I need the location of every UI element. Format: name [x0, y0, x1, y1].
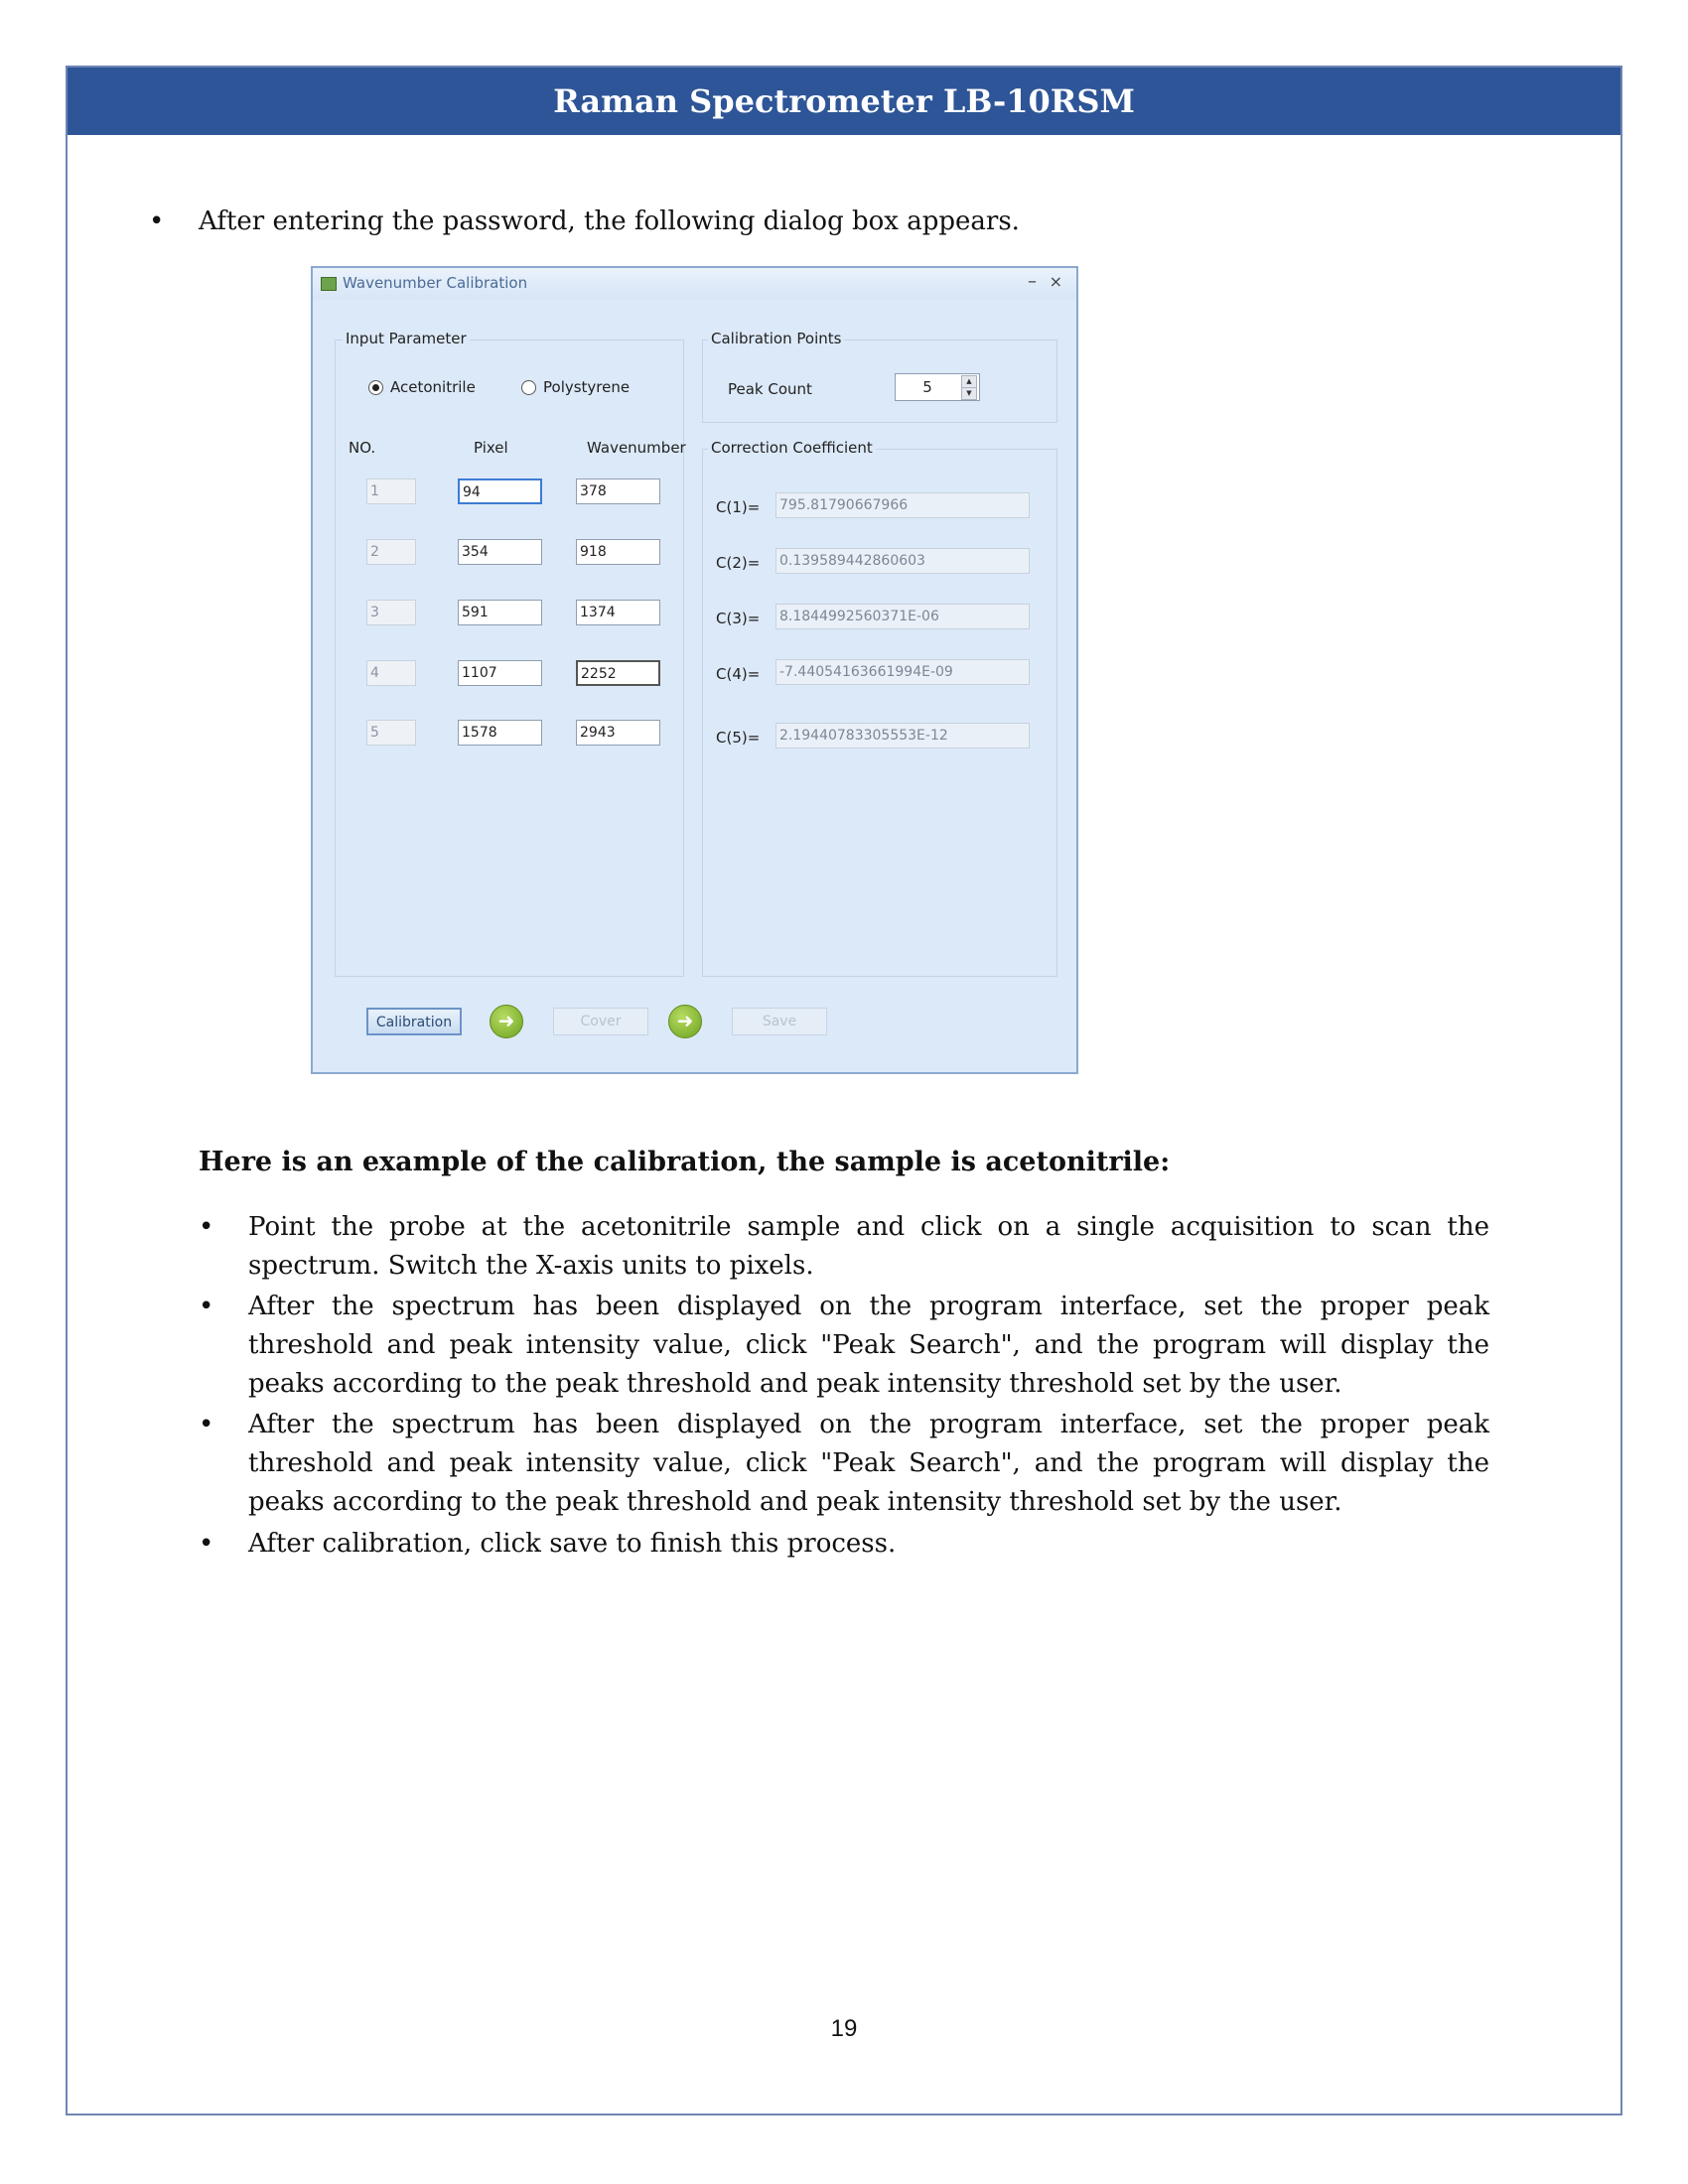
- radio-acetonitrile[interactable]: [368, 380, 383, 395]
- correction-coefficient-label: Correction Coefficient: [708, 439, 876, 457]
- col-pixel-header: Pixel: [474, 439, 508, 457]
- wavenumber-input[interactable]: 2943: [576, 720, 660, 746]
- page-number: 19: [830, 2015, 858, 2042]
- save-button[interactable]: Save: [732, 1008, 827, 1035]
- minimize-button[interactable]: –: [1028, 271, 1037, 292]
- row-no: 4: [366, 660, 416, 686]
- bullet-dot: •: [199, 1410, 214, 1439]
- spin-down-icon[interactable]: ▼: [961, 387, 977, 400]
- radio-polystyrene[interactable]: [521, 380, 536, 395]
- coef-value: 8.1844992560371E-06: [775, 604, 1030, 629]
- step-text: Point the probe at the acetonitrile sample and click on a single acquisition to scan the spectrum. Switch the X-axis units to pixels.: [248, 1212, 1489, 1281]
- bullet-dot: •: [199, 1292, 214, 1321]
- coef-label: C(5)=: [716, 729, 761, 747]
- dialog-title: Wavenumber Calibration: [343, 274, 528, 292]
- coef-label: C(2)=: [716, 554, 761, 572]
- pixel-input[interactable]: 591: [458, 600, 542, 625]
- coef-value: 2.19440783305553E-12: [775, 723, 1030, 749]
- bullet-dot: •: [199, 1529, 214, 1559]
- peak-count-value: 5: [922, 378, 932, 396]
- step-text: After the spectrum has been displayed on the program interface, set the proper peak threshold and peak intensity value, click "Peak Search", and the program will display the peaks according to the peak threshold and peak intensity threshold set by the user.: [248, 1410, 1489, 1517]
- coef-value: 795.81790667966: [775, 492, 1030, 518]
- spin-up-icon[interactable]: ▲: [961, 375, 977, 388]
- col-wavenumber-header: Wavenumber: [587, 439, 686, 457]
- wavenumber-input[interactable]: 918: [576, 539, 660, 565]
- arrow-right-icon[interactable]: ➜: [668, 1005, 702, 1038]
- row-no: 1: [366, 478, 416, 504]
- peak-count-stepper[interactable]: [895, 373, 980, 401]
- coef-label: C(4)=: [716, 665, 761, 683]
- radio-polystyrene-label: Polystyrene: [543, 378, 631, 396]
- input-parameter-label: Input Parameter: [343, 330, 470, 347]
- step-item: [199, 1406, 1489, 1522]
- coef-value: 0.139589442860603: [775, 548, 1030, 574]
- bullet-dot: •: [199, 1212, 214, 1242]
- coef-label: C(3)=: [716, 610, 761, 627]
- row-no: 5: [366, 720, 416, 746]
- step-item: [199, 1288, 1489, 1404]
- wavenumber-input[interactable]: 378: [576, 478, 660, 504]
- wavenumber-input[interactable]: 2252: [576, 660, 660, 686]
- coef-label: C(1)=: [716, 498, 761, 516]
- page-header: Raman Spectrometer LB-10RSM: [68, 68, 1620, 135]
- arrow-right-icon[interactable]: ➜: [490, 1005, 523, 1038]
- peak-count-label: Peak Count: [728, 380, 812, 398]
- row-no: 3: [366, 600, 416, 625]
- bullet-dot: •: [149, 206, 165, 236]
- col-no-header: NO.: [349, 439, 376, 457]
- correction-coefficient-group: [702, 449, 1057, 977]
- calibration-points-label: Calibration Points: [708, 330, 844, 347]
- step-text: After the spectrum has been displayed on the program interface, set the proper peak threshold and peak intensity value, click "Peak Search", and the program will display the peaks according to the peak threshold and peak intensity threshold set by the user.: [248, 1292, 1489, 1399]
- step-item: [199, 1525, 1489, 1564]
- pixel-input[interactable]: 1107: [458, 660, 542, 686]
- wavenumber-input[interactable]: 1374: [576, 600, 660, 625]
- intro-bullet: [149, 202, 1020, 241]
- input-parameter-group: [335, 340, 684, 977]
- dialog-titlebar: [313, 268, 1076, 300]
- pixel-input[interactable]: 94: [458, 478, 542, 504]
- intro-text: After entering the password, the following dialog box appears.: [199, 206, 1020, 236]
- row-no: 2: [366, 539, 416, 565]
- cover-button[interactable]: Cover: [553, 1008, 648, 1035]
- step-item: [199, 1208, 1489, 1286]
- radio-acetonitrile-label: Acetonitrile: [390, 378, 476, 396]
- pixel-input[interactable]: 354: [458, 539, 542, 565]
- pixel-input[interactable]: 1578: [458, 720, 542, 746]
- coef-value: -7.44054163661994E-09: [775, 659, 1030, 685]
- close-button[interactable]: ×: [1049, 272, 1062, 291]
- calibration-button[interactable]: Calibration: [366, 1008, 462, 1035]
- section-heading: Here is an example of the calibration, the sample is acetonitrile:: [199, 1147, 1171, 1177]
- wavenumber-calibration-dialog: [311, 266, 1078, 1074]
- step-text: After calibration, click save to finish this process.: [248, 1529, 897, 1559]
- app-icon: [321, 277, 337, 291]
